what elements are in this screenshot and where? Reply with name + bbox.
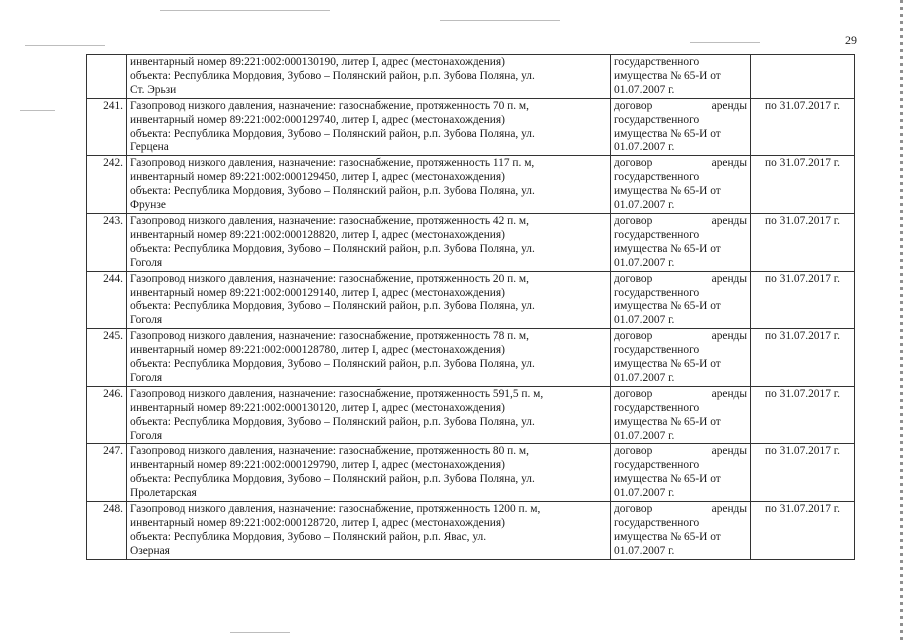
document-line: имущества № 65-И от (614, 185, 721, 198)
document-word: аренды (711, 387, 747, 400)
description-line: инвентарный номер 89:221:002:000130190, литер I, адрес (местонахождения) (130, 56, 505, 68)
document-cell (611, 386, 751, 444)
scan-edge (900, 0, 903, 640)
document-first-line (614, 273, 747, 287)
document-word: аренды (711, 330, 747, 343)
document-cell (611, 98, 751, 156)
row-number-cell: 246. (87, 386, 127, 444)
description-line: Гоголя (130, 429, 163, 442)
document-word: договор (614, 272, 653, 285)
term-cell: по 31.07.2017 г. (751, 444, 855, 502)
term-cell: по 31.07.2017 г. (751, 329, 855, 387)
scan-mark (25, 45, 105, 46)
description-line: Газопровод низкого давления, назначение: газоснабжение, протяженность 20 п. м, (130, 272, 529, 285)
page-number: 29 (845, 33, 857, 47)
description-line: объекта: Республика Мордовия, Зубово – Полянский район, р.п. Зубова Поляна, ул. (130, 473, 535, 486)
description-cell (127, 386, 611, 444)
description-cell (127, 329, 611, 387)
row-number-cell: 248. (87, 502, 127, 560)
document-word: аренды (711, 214, 747, 227)
document-first-line (614, 330, 747, 344)
document-line: государственного (614, 459, 700, 472)
document-first-line (614, 445, 747, 459)
description-line: Герцена (130, 141, 169, 154)
table-row-continued (87, 55, 855, 99)
document-cell (611, 213, 751, 271)
term-cell: по 31.07.2017 г. (751, 213, 855, 271)
document-line: 01.07.2007 г. (614, 83, 675, 96)
description-line: инвентарный номер 89:221:002:000129740, литер I, адрес (местонахождения) (130, 113, 505, 126)
description-line: Фрунзе (130, 199, 166, 212)
table-row (87, 271, 855, 329)
document-line: имущества № 65-И от (614, 242, 721, 255)
document-cell (611, 502, 751, 560)
document-line: 01.07.2007 г. (614, 256, 675, 269)
description-line: инвентарный номер 89:221:002:000129790, литер I, адрес (местонахождения) (130, 459, 505, 472)
document-line: имущества № 65-И от (614, 415, 721, 428)
description-line: объекта: Республика Мордовия, Зубово – Полянский район, р.п. Зубова Поляна, ул. (130, 185, 535, 198)
description-line: инвентарный номер 89:221:002:000128780, литер I, адрес (местонахождения) (130, 344, 505, 357)
description-line: объекта: Республика Мордовия, Зубово – Полянский район, р.п. Зубова Поляна, ул. (130, 358, 535, 371)
scan-mark (690, 42, 760, 43)
description-line: инвентарный номер 89:221:002:000130120, литер I, адрес (местонахождения) (130, 401, 505, 414)
description-line: инвентарный номер 89:221:002:000128820, литер I, адрес (местонахождения) (130, 228, 505, 241)
row-number-cell: 245. (87, 329, 127, 387)
description-line: объекта: Республика Мордовия, Зубово – Полянский район, р.п. Зубова Поляна, ул. (130, 300, 535, 313)
description-cell (127, 444, 611, 502)
document-cell (611, 55, 751, 99)
document-word: договор (614, 99, 653, 112)
scan-mark (440, 20, 560, 21)
row-number-cell: 243. (87, 213, 127, 271)
document-line: имущества № 65-И от (614, 127, 721, 140)
table-body (87, 55, 855, 560)
description-line: Гоголя (130, 256, 163, 269)
description-line: Газопровод низкого давления, назначение: газоснабжение, протяженность 1200 п. м, (130, 503, 541, 516)
term-cell (751, 55, 855, 99)
table-row (87, 213, 855, 271)
description-line: Газопровод низкого давления, назначение: газоснабжение, протяженность 117 п. м, (130, 157, 535, 170)
term-cell: по 31.07.2017 г. (751, 502, 855, 560)
scan-mark (20, 110, 55, 111)
document-line: государственного (614, 113, 700, 126)
document-line: 01.07.2007 г. (614, 141, 675, 154)
document-cell (611, 444, 751, 502)
document-word: аренды (711, 157, 747, 170)
description-line: Гоголя (130, 371, 163, 384)
table-row (87, 386, 855, 444)
description-line: объекта: Республика Мордовия, Зубово – Полянский район, р.п. Зубова Поляна, ул. (130, 242, 535, 255)
document-word: аренды (711, 445, 747, 458)
document-first-line (614, 503, 747, 517)
property-register-table (86, 54, 855, 560)
description-line: объекта: Республика Мордовия, Зубово – Полянский район, р.п. Явас, ул. (130, 530, 487, 543)
description-line: Озерная (130, 544, 170, 557)
description-cell (127, 98, 611, 156)
table-row (87, 444, 855, 502)
description-line: Газопровод низкого давления, назначение: газоснабжение, протяженность 80 п. м, (130, 445, 529, 458)
document-line: 01.07.2007 г. (614, 487, 675, 500)
document-word: договор (614, 503, 653, 516)
scan-mark (160, 10, 330, 11)
document-line: 01.07.2007 г. (614, 544, 675, 557)
document-line: 01.07.2007 г. (614, 429, 675, 442)
row-number-cell: 244. (87, 271, 127, 329)
document-line: 01.07.2007 г. (614, 371, 675, 384)
description-line: Газопровод низкого давления, назначение: газоснабжение, протяженность 42 п. м, (130, 214, 529, 227)
document-first-line (614, 215, 747, 229)
document-word: договор (614, 214, 653, 227)
document-word: договор (614, 157, 653, 170)
description-line: инвентарный номер 89:221:002:000128720, литер I, адрес (местонахождения) (130, 517, 505, 529)
document-line: имущества № 65-И от (614, 473, 721, 486)
description-cell (127, 502, 611, 560)
document-word: аренды (711, 99, 747, 112)
document-line: государственного (614, 517, 700, 529)
document-line: государственного (614, 228, 700, 241)
document-line: имущества № 65-И от (614, 358, 721, 371)
document-first-line (614, 157, 747, 171)
table-row (87, 156, 855, 214)
document-line: государственного (614, 56, 700, 68)
document-line: государственного (614, 401, 700, 414)
term-cell: по 31.07.2017 г. (751, 386, 855, 444)
scan-mark (230, 632, 290, 633)
term-cell: по 31.07.2017 г. (751, 271, 855, 329)
description-cell (127, 213, 611, 271)
table-row (87, 329, 855, 387)
document-cell (611, 271, 751, 329)
row-number-cell (87, 55, 127, 99)
document-cell (611, 329, 751, 387)
description-cell (127, 156, 611, 214)
row-number-cell: 242. (87, 156, 127, 214)
term-cell: по 31.07.2017 г. (751, 98, 855, 156)
table-row (87, 502, 855, 560)
document-word: аренды (711, 272, 747, 285)
description-line: инвентарный номер 89:221:002:000129140, литер I, адрес (местонахождения) (130, 286, 505, 299)
term-cell: по 31.07.2017 г. (751, 156, 855, 214)
description-line: Газопровод низкого давления, назначение: газоснабжение, протяженность 70 п. м, (130, 99, 529, 112)
document-line: имущества № 65-И от (614, 300, 721, 313)
description-line: объекта: Республика Мордовия, Зубово – Полянский район, р.п. Зубова Поляна, ул. (130, 69, 535, 82)
table-row (87, 98, 855, 156)
description-line: Газопровод низкого давления, назначение: газоснабжение, протяженность 78 п. м, (130, 330, 529, 343)
description-line: Гоголя (130, 314, 163, 327)
document-first-line (614, 100, 747, 114)
document-line: государственного (614, 171, 700, 184)
document-line: государственного (614, 286, 700, 299)
description-line: объекта: Республика Мордовия, Зубово – Полянский район, р.п. Зубова Поляна, ул. (130, 127, 535, 140)
document-line: имущества № 65-И от (614, 530, 721, 543)
description-line: объекта: Республика Мордовия, Зубово – Полянский район, р.п. Зубова Поляна, ул. (130, 415, 535, 428)
document-line: имущества № 65-И от (614, 69, 721, 82)
row-number-cell: 247. (87, 444, 127, 502)
description-line: Ст. Эрьзи (130, 83, 177, 96)
row-number-cell: 241. (87, 98, 127, 156)
document-word: договор (614, 330, 653, 343)
document-word: договор (614, 445, 653, 458)
description-line: Газопровод низкого давления, назначение: газоснабжение, протяженность 591,5 п. м, (130, 387, 544, 400)
description-line: инвентарный номер 89:221:002:000129450, литер I, адрес (местонахождения) (130, 171, 505, 184)
document-word: аренды (711, 503, 747, 516)
document-word: договор (614, 387, 653, 400)
document-line: 01.07.2007 г. (614, 199, 675, 212)
document-line: 01.07.2007 г. (614, 314, 675, 327)
document-line: государственного (614, 344, 700, 357)
document-cell (611, 156, 751, 214)
description-cell (127, 55, 611, 99)
description-line: Пролетарская (130, 487, 197, 500)
description-cell (127, 271, 611, 329)
document-first-line (614, 388, 747, 402)
